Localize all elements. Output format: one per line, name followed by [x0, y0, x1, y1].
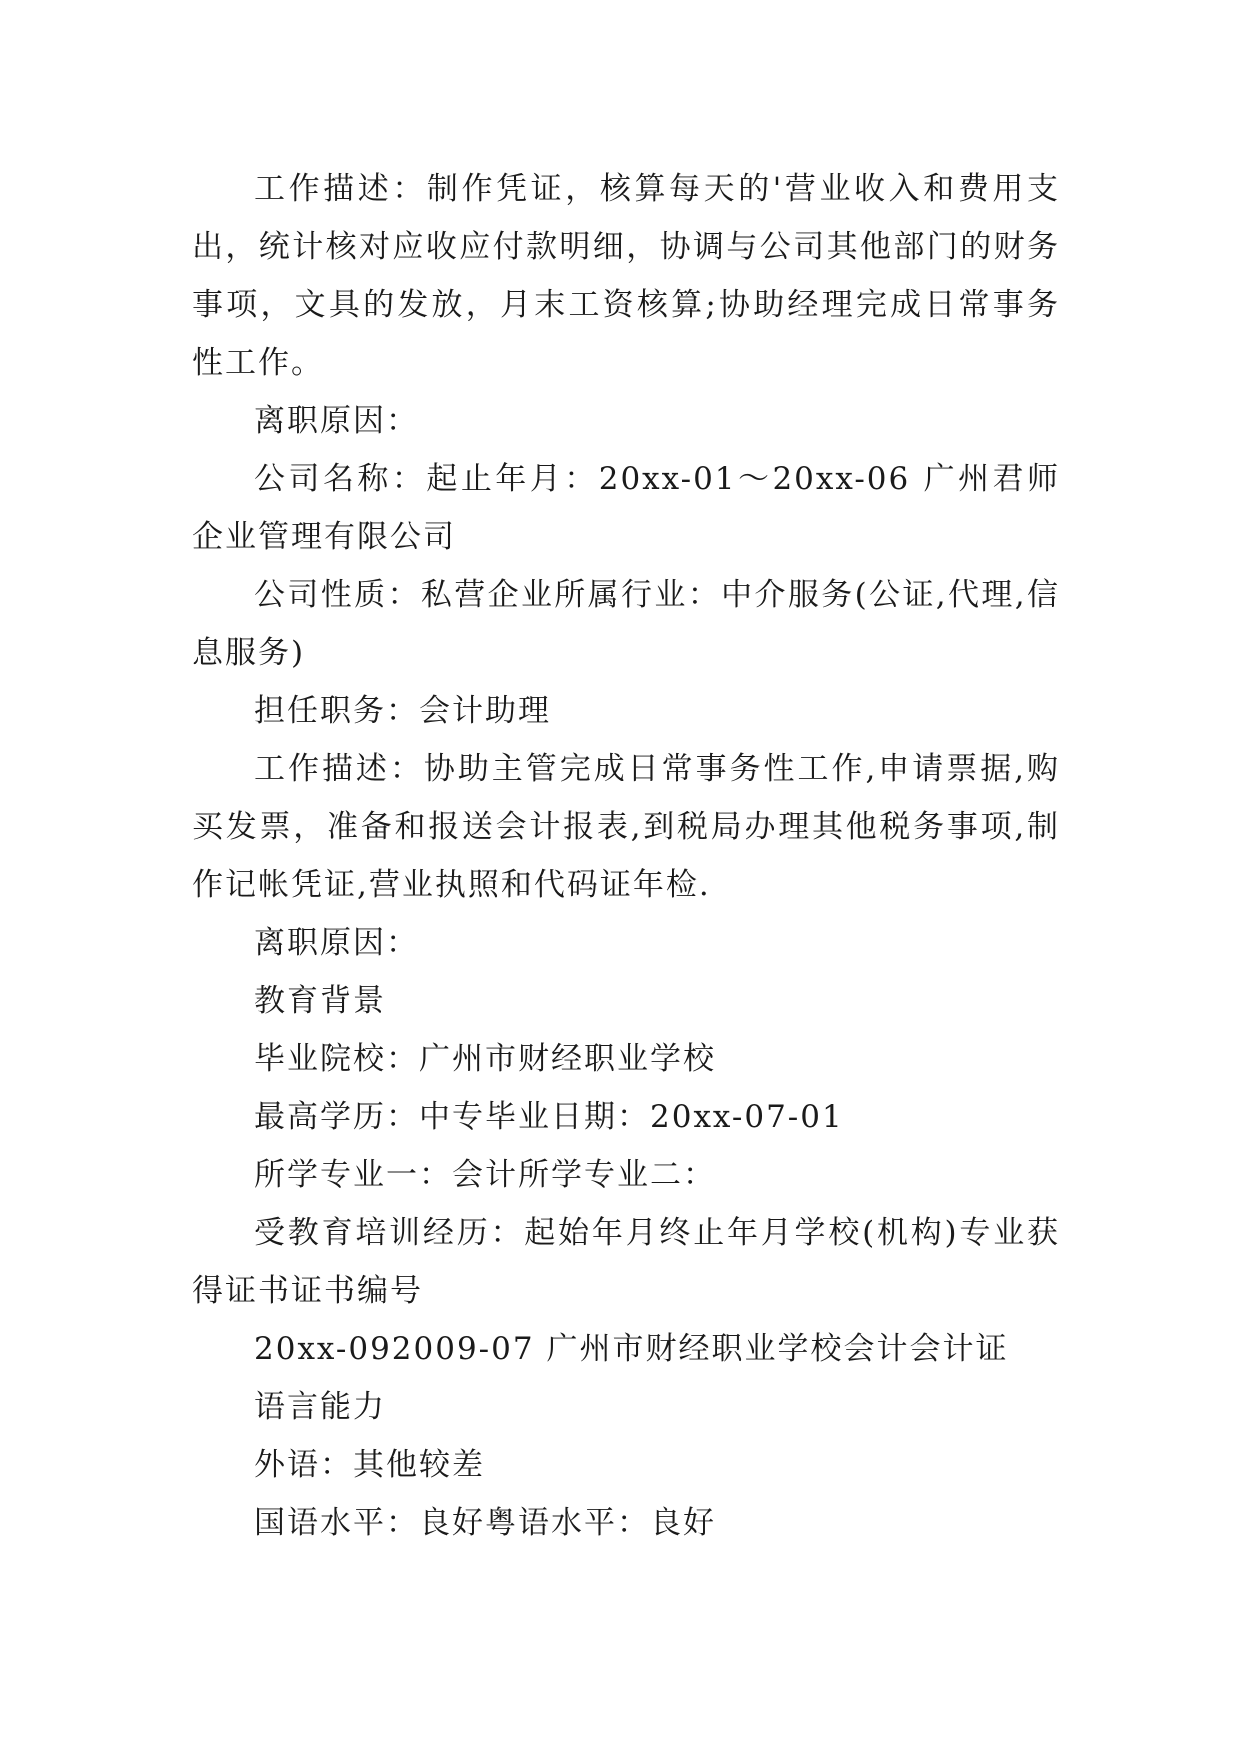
- paragraph-position: 担任职务：会计助理: [254, 693, 551, 729]
- paragraph-company-name: 公司名称：起止年月：20xx-01～20xx-06 广州君师企业管理有限公司: [192, 461, 1060, 555]
- section-heading-education: 教育背景: [254, 983, 386, 1019]
- paragraph-foreign-language: 外语：其他较差: [254, 1447, 485, 1483]
- paragraph-dialects: 国语水平：良好粤语水平：良好: [254, 1505, 716, 1541]
- paragraph-leave-reason-1: 离职原因：: [254, 403, 419, 439]
- paragraph-majors: 所学专业一：会计所学专业二：: [254, 1157, 716, 1193]
- document-body: [192, 160, 1060, 1552]
- paragraph-job-description-1: 工作描述：制作凭证，核算每天的'营业收入和费用支出，统计核对应收应付款明细，协调与公司其他部门的财务事项，文具的发放，月末工资核算;协助经理完成日常事务性工作。: [192, 171, 1060, 381]
- paragraph-leave-reason-2: 离职原因：: [254, 925, 419, 961]
- paragraph-degree: 最高学历：中专毕业日期：20xx-07-01: [254, 1099, 844, 1135]
- paragraph-school: 毕业院校：广州市财经职业学校: [254, 1041, 716, 1077]
- paragraph-training-header: 受教育培训经历：起始年月终止年月学校(机构)专业获得证书证书编号: [192, 1215, 1060, 1309]
- section-heading-language: 语言能力: [254, 1389, 386, 1425]
- paragraph-company-type: 公司性质：私营企业所属行业：中介服务(公证,代理,信息服务): [192, 577, 1060, 671]
- paragraph-job-description-2: 工作描述：协助主管完成日常事务性工作,申请票据,购买发票，准备和报送会计报表,到税局办理其他税务事项,制作记帐凭证,营业执照和代码证年检.: [192, 751, 1060, 903]
- paragraph-training-entry: 20xx-092009-07 广州市财经职业学校会计会计证: [254, 1331, 1009, 1367]
